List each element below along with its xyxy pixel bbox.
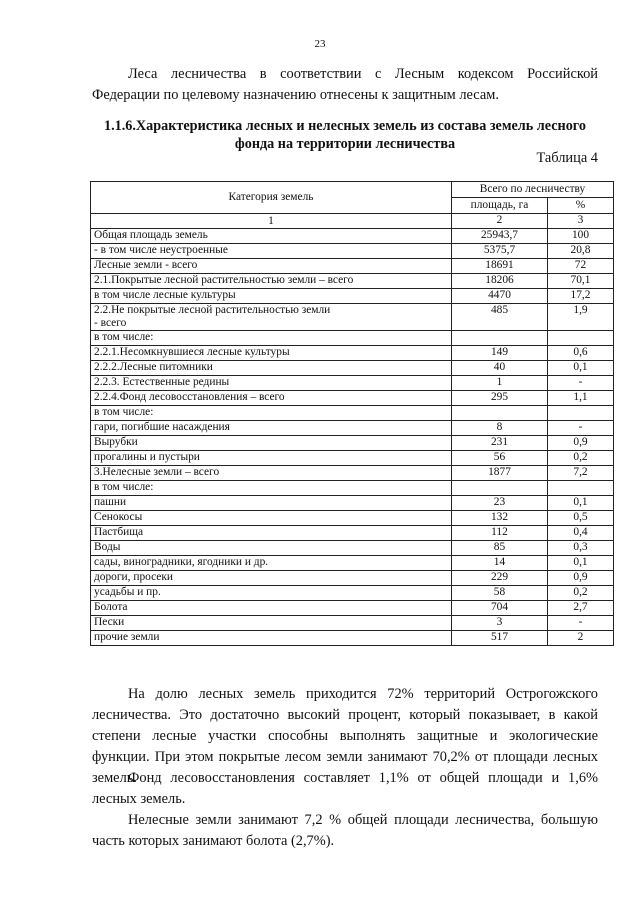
category-cell bbox=[91, 406, 452, 421]
paragraph-nonforest: Нелесные земли занимают 7,2 % общей площади лесничества, большую часть которых занимают болота (2,7%). bbox=[92, 812, 598, 849]
table-row bbox=[91, 451, 614, 466]
category-cell bbox=[91, 526, 452, 541]
category-text: сады, виноградники, ягодники и др. bbox=[94, 556, 269, 568]
header-area: площадь, га bbox=[452, 198, 548, 214]
percent-cell: - bbox=[548, 376, 614, 391]
category-text: Лесные земли - всего bbox=[94, 259, 198, 271]
percent-cell bbox=[548, 481, 614, 496]
table-row bbox=[91, 331, 614, 346]
table-row bbox=[91, 496, 614, 511]
category-text: Воды bbox=[94, 541, 121, 553]
category-text: прогалины и пустыри bbox=[94, 451, 200, 463]
area-cell: 25943,7 bbox=[452, 229, 548, 244]
area-cell: 5375,7 bbox=[452, 244, 548, 259]
category-text: 3.Нелесные земли – всего bbox=[94, 466, 220, 478]
area-cell: 8 bbox=[452, 421, 548, 436]
category-text: Сенокосы bbox=[94, 511, 143, 523]
percent-cell: 0,9 bbox=[548, 436, 614, 451]
percent-cell: 70,1 bbox=[548, 274, 614, 289]
table-row bbox=[91, 511, 614, 526]
area-cell: 1877 bbox=[452, 466, 548, 481]
area-cell: 229 bbox=[452, 571, 548, 586]
percent-cell: 0,2 bbox=[548, 451, 614, 466]
category-text: Общая площадь земель bbox=[94, 229, 208, 241]
table-row bbox=[91, 466, 614, 481]
table-row bbox=[91, 631, 614, 646]
percent-cell bbox=[548, 331, 614, 346]
percent-cell: 0,6 bbox=[548, 346, 614, 361]
category-cell bbox=[91, 259, 452, 274]
paragraph-forest-share: На долю лесных земель приходится 72% территорий Острогожского лесничества. Это достаточно высокий процент, который показывает, в какой степени лесные участки способны выполнять защитные и экологические функции. При этом покрытые лесом земли занимают 70,2% от площади лесных земель. bbox=[92, 686, 598, 786]
area-cell: 149 bbox=[452, 346, 548, 361]
percent-cell: 0,1 bbox=[548, 361, 614, 376]
category-cell bbox=[91, 391, 452, 406]
category-cell bbox=[91, 481, 452, 496]
table-row bbox=[91, 376, 614, 391]
intro-paragraph: Леса лесничества в соответствии с Лесным кодексом Российской Федерации по целевому назначению отнесены к защитным лесам. bbox=[92, 66, 598, 103]
category-text: 2.2.Не покрытые лесной растительностью земли bbox=[94, 304, 331, 316]
percent-cell: 72 bbox=[548, 259, 614, 274]
table-row bbox=[91, 304, 614, 331]
paragraph-reforestation: Фонд лесовосстановления составляет 1,1% от общей площади и 1,6% лесных земель. bbox=[92, 770, 598, 807]
area-cell: 485 bbox=[452, 304, 548, 331]
percent-cell: 0,2 bbox=[548, 586, 614, 601]
category-cell bbox=[91, 289, 452, 304]
category-text: гари, погибшие насаждения bbox=[94, 421, 230, 433]
column-number: 1 bbox=[91, 214, 452, 229]
category-text-continued: - всего bbox=[94, 317, 127, 329]
category-text: прочие земли bbox=[94, 631, 160, 643]
table-row bbox=[91, 571, 614, 586]
area-cell bbox=[452, 331, 548, 346]
table-row bbox=[91, 556, 614, 571]
category-cell bbox=[91, 244, 452, 259]
category-cell bbox=[91, 346, 452, 361]
category-text: в том числе лесные культуры bbox=[94, 289, 236, 301]
table-row bbox=[91, 586, 614, 601]
category-text: 2.1.Покрытые лесной растительностью земли – всего bbox=[94, 274, 354, 286]
category-cell bbox=[91, 496, 452, 511]
percent-cell: 2 bbox=[548, 631, 614, 646]
category-cell bbox=[91, 451, 452, 466]
area-cell: 295 bbox=[452, 391, 548, 406]
table-row bbox=[91, 406, 614, 421]
area-cell: 23 bbox=[452, 496, 548, 511]
percent-cell: 0,1 bbox=[548, 496, 614, 511]
area-cell: 58 bbox=[452, 586, 548, 601]
area-cell: 1 bbox=[452, 376, 548, 391]
category-text: 2.2.4.Фонд лесовосстановления – всего bbox=[94, 391, 285, 403]
category-text: Вырубки bbox=[94, 436, 138, 448]
category-cell bbox=[91, 631, 452, 646]
percent-cell: 2,7 bbox=[548, 601, 614, 616]
percent-cell: 0,5 bbox=[548, 511, 614, 526]
land-category-table bbox=[90, 181, 614, 646]
table-row bbox=[91, 541, 614, 556]
area-cell: 18691 bbox=[452, 259, 548, 274]
percent-cell: 0,1 bbox=[548, 556, 614, 571]
column-number-row bbox=[91, 214, 614, 229]
table-row bbox=[91, 601, 614, 616]
category-cell bbox=[91, 601, 452, 616]
table-row bbox=[91, 289, 614, 304]
category-text: 2.2.2.Лесные питомники bbox=[94, 361, 213, 373]
area-cell: 3 bbox=[452, 616, 548, 631]
area-cell: 40 bbox=[452, 361, 548, 376]
category-text: - в том числе неустроенные bbox=[94, 244, 228, 256]
category-text: 2.2.1.Несомкнувшиеся лесные культуры bbox=[94, 346, 290, 358]
percent-cell: 20,8 bbox=[548, 244, 614, 259]
column-number: 3 bbox=[548, 214, 614, 229]
category-cell bbox=[91, 304, 452, 331]
column-number: 2 bbox=[452, 214, 548, 229]
category-text: усадьбы и пр. bbox=[94, 586, 161, 598]
category-text: 2.2.3. Естественные редины bbox=[94, 376, 230, 388]
category-cell bbox=[91, 466, 452, 481]
area-cell: 231 bbox=[452, 436, 548, 451]
category-cell bbox=[91, 586, 452, 601]
percent-cell: 100 bbox=[548, 229, 614, 244]
category-cell bbox=[91, 229, 452, 244]
category-cell bbox=[91, 541, 452, 556]
percent-cell: 1,9 bbox=[548, 304, 614, 331]
header-category: Категория земель bbox=[91, 182, 452, 214]
area-cell: 112 bbox=[452, 526, 548, 541]
table-row bbox=[91, 616, 614, 631]
table-row bbox=[91, 481, 614, 496]
table-row bbox=[91, 526, 614, 541]
category-text: в том числе: bbox=[94, 481, 154, 493]
area-cell: 18206 bbox=[452, 274, 548, 289]
category-cell bbox=[91, 331, 452, 346]
category-cell bbox=[91, 361, 452, 376]
table-row bbox=[91, 259, 614, 274]
area-cell: 85 bbox=[452, 541, 548, 556]
percent-cell: - bbox=[548, 616, 614, 631]
category-text: Болота bbox=[94, 601, 128, 613]
category-cell bbox=[91, 616, 452, 631]
category-cell bbox=[91, 511, 452, 526]
category-text: в том числе: bbox=[94, 331, 154, 343]
table-header-row bbox=[91, 182, 614, 198]
percent-cell: 0,3 bbox=[548, 541, 614, 556]
area-cell: 132 bbox=[452, 511, 548, 526]
category-cell bbox=[91, 274, 452, 289]
category-text: пашни bbox=[94, 496, 127, 508]
area-cell: 14 bbox=[452, 556, 548, 571]
table-row bbox=[91, 346, 614, 361]
category-cell bbox=[91, 421, 452, 436]
section-heading: 1.1.6.Характеристика лесных и нелесных земель из состава земель лесного фонда на территории лесничества bbox=[104, 118, 586, 152]
category-text: Пески bbox=[94, 616, 125, 628]
table-row bbox=[91, 244, 614, 259]
area-cell bbox=[452, 406, 548, 421]
table-row bbox=[91, 361, 614, 376]
area-cell bbox=[452, 481, 548, 496]
area-cell: 4470 bbox=[452, 289, 548, 304]
category-cell bbox=[91, 571, 452, 586]
category-cell bbox=[91, 436, 452, 451]
area-cell: 517 bbox=[452, 631, 548, 646]
table-row bbox=[91, 391, 614, 406]
header-group: Всего по лесничеству bbox=[452, 182, 614, 198]
percent-cell: 0,4 bbox=[548, 526, 614, 541]
table-row bbox=[91, 229, 614, 244]
category-cell bbox=[91, 376, 452, 391]
percent-cell: 7,2 bbox=[548, 466, 614, 481]
percent-cell: 1,1 bbox=[548, 391, 614, 406]
category-text: в том числе: bbox=[94, 406, 154, 418]
header-percent: % bbox=[548, 198, 614, 214]
table-caption: Таблица 4 bbox=[536, 150, 598, 166]
area-cell: 56 bbox=[452, 451, 548, 466]
page-number: 23 bbox=[314, 38, 326, 50]
area-cell: 704 bbox=[452, 601, 548, 616]
category-text: дороги, просеки bbox=[94, 571, 173, 583]
category-cell bbox=[91, 556, 452, 571]
table-row bbox=[91, 436, 614, 451]
table-row bbox=[91, 421, 614, 436]
percent-cell: - bbox=[548, 421, 614, 436]
percent-cell: 0,9 bbox=[548, 571, 614, 586]
percent-cell bbox=[548, 406, 614, 421]
percent-cell: 17,2 bbox=[548, 289, 614, 304]
category-text: Пастбища bbox=[94, 526, 144, 538]
table-row bbox=[91, 274, 614, 289]
